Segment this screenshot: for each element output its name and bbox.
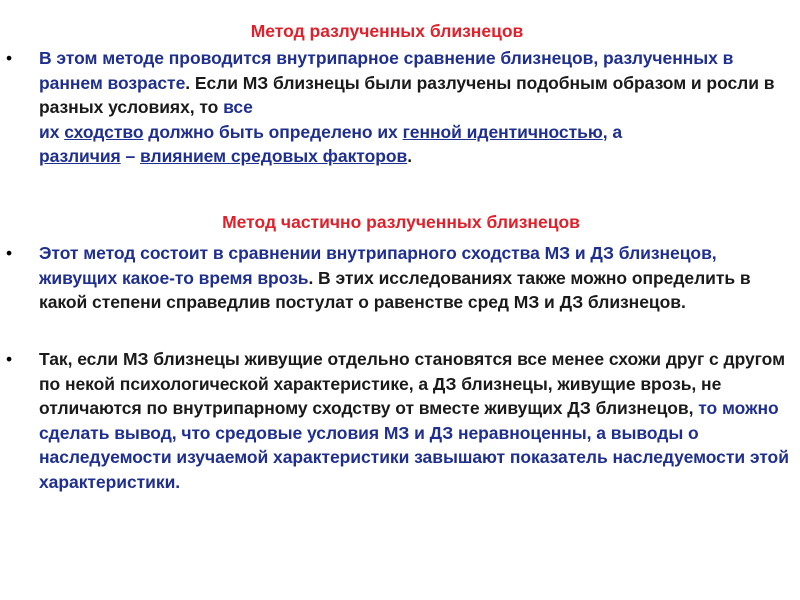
underlined-term: сходство: [64, 121, 144, 142]
text-blue: их: [39, 121, 65, 142]
text-blue: В этом методе проводится внутрипарное сравнение близнецов, разлученных в раннем возрасте: [39, 48, 734, 93]
text-blue: должно быть определено их: [143, 121, 403, 142]
underlined-term: генной идентичностью: [402, 121, 603, 142]
heading-partially-separated-twins: Метод частично разлученных близнецов: [222, 212, 580, 232]
underlined-term: влиянием средовых факторов: [140, 146, 408, 166]
text-black: . Если МЗ близнецы были разлучены подобным образом и росли в разных условиях, то: [39, 72, 775, 117]
bullet-marker: •: [6, 243, 13, 263]
text-blue: –: [120, 146, 141, 166]
heading-separated-twins: Метод разлученных близнецов: [250, 21, 524, 41]
paragraph-conclusion: [39, 347, 791, 494]
underlined-term: различия: [39, 146, 121, 166]
text-blue: , а: [602, 121, 623, 142]
text-blue: то можно сделать вывод, что средовые условия МЗ и ДЗ неравноценны, а выводы о наследуемости изучаемой характеристики завышают показатель наследуемости этой характеристики.: [39, 398, 789, 492]
paragraph-partially-separated-twins: [39, 241, 791, 315]
bullet-marker: •: [6, 349, 13, 369]
text-black: . В этих исследованиях также можно определить в какой степени справедлив постулат о равенстве сред МЗ и ДЗ близнецов.: [39, 267, 751, 312]
bullet-marker: •: [6, 48, 13, 68]
text-blue: Этот метод состоит в сравнении внутрипарного сходства МЗ и ДЗ близнецов, живущих какое-то время врозь: [39, 243, 717, 288]
text-black: .: [407, 146, 413, 166]
paragraph-separated-twins: [39, 46, 791, 169]
text-blue: все: [223, 97, 253, 117]
text-black: Так, если МЗ близнецы живущие отдельно становятся все менее схожи друг с другом по некой психологической характеристике, а ДЗ близнецы, живущие врозь, не отличаются по внутрипарному сходству от вместе живущих ДЗ близнецов,: [39, 349, 785, 418]
